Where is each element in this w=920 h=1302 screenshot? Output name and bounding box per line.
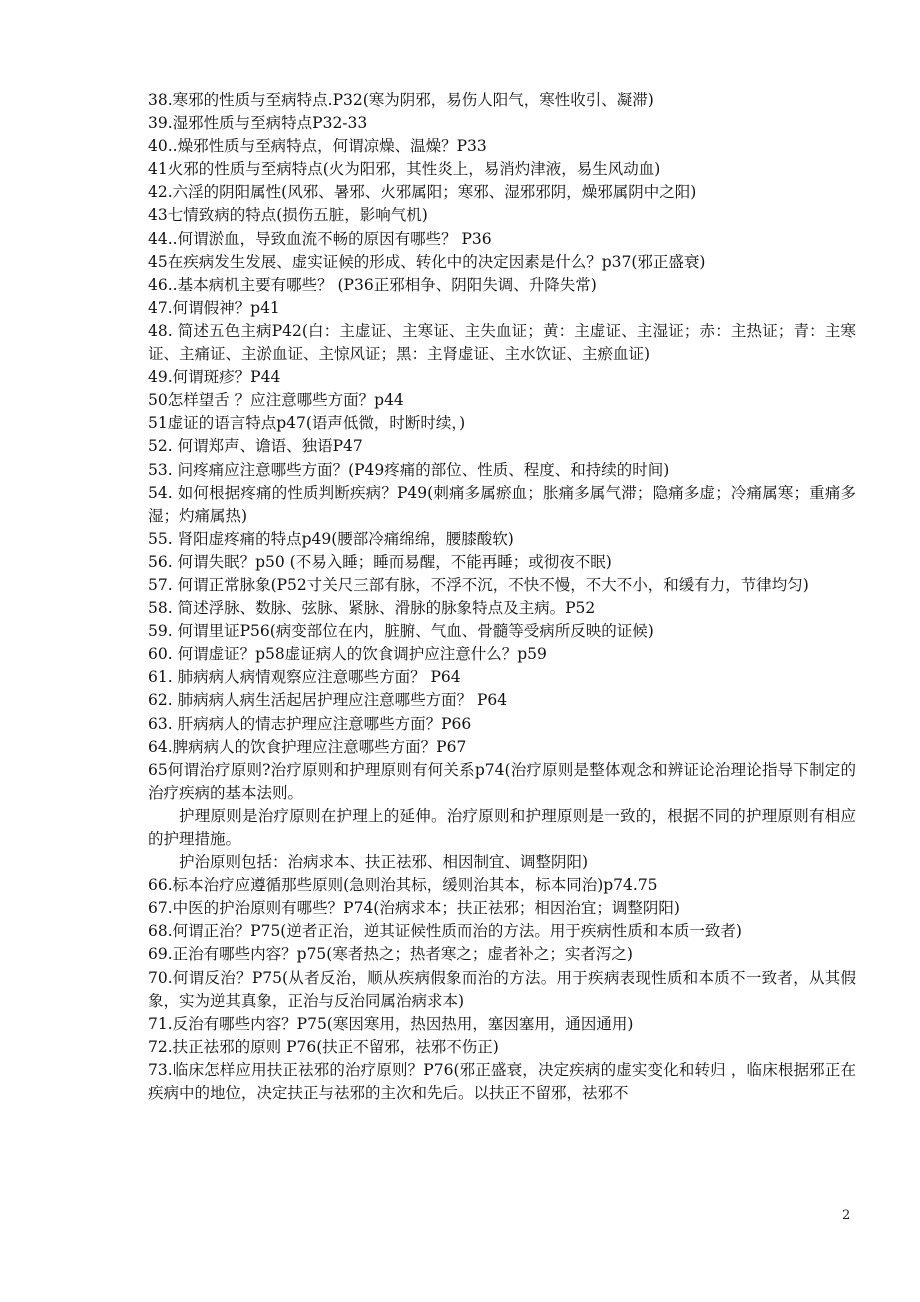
document-paragraph: 44..何谓淤血，导致血流不畅的原因有哪些？ P36: [148, 229, 492, 248]
document-paragraph: 65何谓治疗原则?治疗原则和护理原则有何关系p74(治疗原则是整体观念和辨证论治理论指导下制定的治疗疾病的基本法则。: [148, 760, 856, 802]
document-paragraph: 39.湿邪性质与至病特点P32-33: [148, 114, 368, 133]
document-paragraph: 67.中医的护治原则有哪些？P74(治病求本；扶正祛邪；相因治宜；调整阴阳): [148, 899, 680, 918]
document-paragraph: 68.何谓正治？P75(逆者正治，逆其证候性质而治的方法。用于疾病性质和本质一致者): [148, 922, 742, 941]
document-paragraph: 45在疾病发生发展、虚实证候的形成、转化中的决定因素是什么？p37(邪正盛衰): [148, 252, 706, 271]
document-paragraph: 53. 问疼痛应注意哪些方面？(P49疼痛的部位、性质、程度、和持续的时间): [148, 460, 670, 479]
document-paragraph: 40..燥邪性质与至病特点，何谓凉燥、温燥？P33: [148, 137, 487, 156]
document-paragraph: 51虚证的语言特点p47(语声低微，时断时续，): [148, 414, 466, 433]
document-body: [148, 89, 856, 1105]
document-paragraph: 60. 何谓虚证？p58虚证病人的饮食调护应注意什么？p59: [148, 645, 547, 664]
document-paragraph: 57. 何谓正常脉象(P52寸关尺三部有脉，不浮不沉，不快不慢，不大不小，和缓有力，节律均匀): [148, 575, 809, 594]
document-paragraph: 护理原则是治疗原则在护理上的延伸。治疗原则和护理原则是一致的，根据不同的护理原则有相应的护理措施。: [148, 806, 856, 848]
document-paragraph: 38.寒邪的性质与至病特点.P32(寒为阴邪，易伤人阳气，寒性收引、凝滞): [148, 91, 654, 109]
document-paragraph: 52. 何谓郑声、谵语、独语P47: [148, 437, 363, 456]
document-paragraph: 50怎样望舌 ？应注意哪些方面？p44: [148, 391, 404, 410]
document-paragraph: 48. 简述五色主病P42(白：主虚证、主寒证、主失血证；黄：主虚证、主湿证；赤：主热证；青：主寒证、主痛证、主淤血证、主惊风证；黑：主肾虚证、主水饮证、主瘀血证): [148, 321, 856, 364]
document-paragraph: 42.六淫的阴阳属性(风邪、暑邪、火邪属阳；寒邪、湿邪邪阴，燥邪属阴中之阳): [148, 183, 697, 202]
document-paragraph: 47.何谓假神？p41: [148, 298, 280, 317]
document-paragraph: 43七情致病的特点(损伤五脏，影响气机): [148, 206, 428, 225]
document-paragraph: 61. 肺病病人病情观察应注意哪些方面？ P64: [148, 668, 461, 687]
document-paragraph: 46..基本病机主要有哪些？ (P36正邪相争、阴阳失调、升降失常): [148, 275, 597, 294]
document-paragraph: 71.反治有哪些内容？P75(寒因寒用，热因热用，塞因塞用，通因通用): [148, 1014, 634, 1033]
document-paragraph: 70.何谓反治？P75(从者反治，顺从疾病假象而治的方法。用于疾病表现性质和本质不一致者，从其假象，实为逆其真象，正治与反治同属治病求本): [148, 968, 856, 1010]
document-paragraph: 64.脾病病人的饮食护理应注意哪些方面？P67: [148, 737, 467, 756]
document-paragraph: 73.临床怎样应用扶正祛邪的治疗原则？P76(邪正盛衰，决定疾病的虚实变化和转归 ，临床根据邪正在疾病中的地位，决定扶正与祛邪的主次和先后。以扶正不留邪，祛邪不: [148, 1060, 856, 1103]
document-paragraph: 护治原则包括：治病求本、扶正祛邪、相因制宜、调整阴阳): [179, 853, 589, 872]
document-paragraph: 72.扶正祛邪的原则 P76(扶正不留邪，祛邪不伤正): [148, 1037, 499, 1056]
document-paragraph: 55. 肾阳虚疼痛的特点p49(腰部冷痛绵绵，腰膝酸软): [148, 529, 514, 548]
document-paragraph: 56. 何谓失眠？p50 (不易入睡；睡而易醒，不能再睡；或彻夜不眠): [148, 552, 612, 571]
document-paragraph: 41火邪的性质与至病特点(火为阳邪，其性炎上，易消灼津液，易生风动血): [148, 160, 661, 179]
document-paragraph: 58. 简述浮脉、数脉、弦脉、紧脉、滑脉的脉象特点及主病。P52: [148, 599, 596, 618]
page-number: 2: [842, 1208, 851, 1223]
document-paragraph: 54. 如何根据疼痛的性质判断疾病？P49(刺痛多属瘀血；胀痛多属气滞；隐痛多虚；冷痛属寒；重痛多湿；灼痛属热): [148, 483, 856, 525]
document-paragraph: 59. 何谓里证P56(病变部位在内，脏腑、气血、骨髓等受病所反映的证候): [148, 622, 654, 641]
document-paragraph: 63. 肝病病人的情志护理应注意哪些方面？P66: [148, 714, 472, 733]
document-paragraph: 62. 肺病病人病生活起居护理应注意哪些方面？ P64: [148, 691, 508, 710]
document-paragraph: 49.何谓斑疹？P44: [148, 368, 281, 387]
document-paragraph: 66.标本治疗应遵循那些原则(急则治其标，缓则治其本，标本同治)p74.75: [148, 876, 658, 895]
document-paragraph: 69.正治有哪些内容？p75(寒者热之；热者寒之；虚者补之；实者泻之): [148, 945, 633, 964]
